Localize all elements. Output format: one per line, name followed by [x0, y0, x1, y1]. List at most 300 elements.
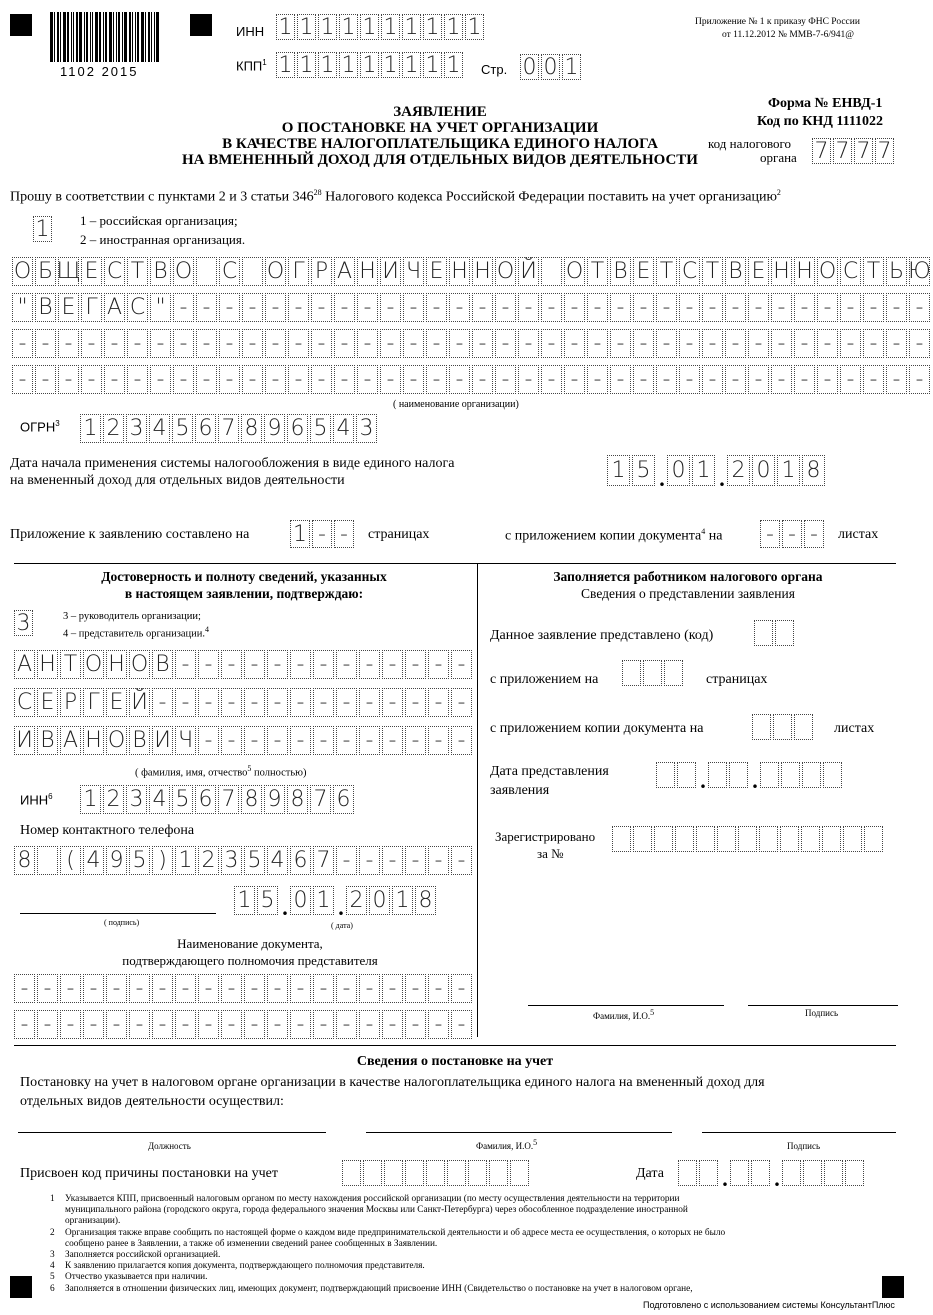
char-cell[interactable]: 1 — [360, 52, 379, 78]
char-cell[interactable]: 7 — [310, 785, 331, 814]
char-cell[interactable]: - — [359, 726, 380, 755]
char-cell[interactable]: 1 — [392, 886, 413, 915]
char-cell[interactable] — [752, 714, 771, 740]
char-cell[interactable]: Е — [58, 293, 79, 322]
char-cell[interactable]: 1 — [297, 14, 316, 40]
char-cell[interactable]: 7 — [218, 414, 239, 443]
char-cell[interactable]: Е — [81, 257, 102, 286]
char-cell[interactable]: - — [359, 846, 380, 875]
char-cell[interactable]: С — [14, 688, 35, 717]
char-cell[interactable]: - — [702, 365, 723, 394]
char-cell[interactable]: О — [13, 259, 32, 284]
char-cell[interactable]: - — [771, 293, 792, 322]
char-cell[interactable]: И — [14, 726, 35, 755]
char-cell[interactable]: О — [130, 652, 149, 677]
char-cell[interactable]: Т — [60, 650, 81, 679]
char-cell[interactable]: - — [336, 688, 357, 717]
char-cell[interactable]: - — [587, 365, 608, 394]
char-cell[interactable]: Ч — [175, 726, 196, 755]
char-cell[interactable]: Н — [794, 257, 815, 286]
char-cell[interactable]: В — [129, 726, 150, 755]
char-cell[interactable]: - — [83, 974, 104, 1003]
char-cell[interactable] — [759, 826, 778, 852]
char-cell[interactable]: - — [771, 365, 792, 394]
char-cell[interactable]: 7 — [218, 785, 239, 814]
char-cell[interactable]: - — [37, 974, 58, 1003]
char-cell[interactable]: - — [451, 726, 472, 755]
char-cell[interactable]: - — [449, 365, 470, 394]
char-cell[interactable]: - — [58, 365, 79, 394]
char-cell[interactable] — [426, 1160, 445, 1186]
char-cell[interactable]: - — [336, 1010, 357, 1039]
char-cell[interactable]: - — [863, 365, 884, 394]
char-cell[interactable]: С — [679, 257, 700, 286]
char-cell[interactable]: - — [336, 726, 357, 755]
char-cell[interactable]: - — [495, 365, 516, 394]
char-cell[interactable] — [489, 1160, 508, 1186]
char-cell[interactable]: - — [909, 293, 930, 322]
char-cell[interactable]: - — [175, 650, 196, 679]
char-cell[interactable]: - — [403, 329, 424, 358]
char-cell[interactable]: 1 — [360, 14, 379, 40]
char-cell[interactable]: Т — [702, 257, 723, 286]
char-cell[interactable]: - — [152, 1010, 173, 1039]
char-cell[interactable]: - — [288, 293, 309, 322]
char-cell[interactable]: - — [428, 726, 449, 755]
char-cell[interactable]: - — [403, 365, 424, 394]
char-cell[interactable]: - — [334, 520, 354, 548]
char-cell[interactable]: 1 — [423, 52, 442, 78]
char-cell[interactable]: 7 — [833, 138, 852, 164]
char-cell[interactable]: - — [244, 688, 265, 717]
char-cell[interactable]: - — [863, 329, 884, 358]
char-cell[interactable]: - — [495, 329, 516, 358]
char-cell[interactable]: - — [267, 1010, 288, 1039]
char-cell[interactable] — [782, 1160, 801, 1186]
char-cell[interactable]: - — [382, 1010, 403, 1039]
char-cell[interactable]: - — [451, 1010, 472, 1039]
char-cell[interactable] — [780, 826, 799, 852]
char-cell[interactable]: - — [633, 365, 654, 394]
char-cell[interactable]: - — [725, 293, 746, 322]
char-cell[interactable] — [843, 826, 862, 852]
char-cell[interactable]: - — [219, 293, 240, 322]
char-cell[interactable] — [864, 826, 883, 852]
char-cell[interactable]: - — [451, 974, 472, 1003]
char-cell[interactable]: 3 — [356, 414, 377, 443]
char-cell[interactable]: - — [382, 846, 403, 875]
char-cell[interactable]: - — [794, 293, 815, 322]
char-cell[interactable]: 0 — [520, 54, 539, 80]
char-cell[interactable] — [794, 714, 813, 740]
char-cell[interactable]: 1 — [465, 14, 484, 40]
char-cell[interactable]: - — [380, 365, 401, 394]
char-cell[interactable]: - — [771, 329, 792, 358]
char-cell[interactable]: Н — [83, 726, 104, 755]
char-cell[interactable] — [675, 826, 694, 852]
char-cell[interactable]: - — [472, 365, 493, 394]
char-cell[interactable]: - — [35, 329, 56, 358]
char-cell[interactable] — [717, 826, 736, 852]
char-cell[interactable] — [342, 1160, 361, 1186]
char-cell[interactable]: - — [290, 726, 311, 755]
char-cell[interactable]: Е — [748, 257, 769, 286]
char-cell[interactable]: - — [449, 293, 470, 322]
char-cell[interactable]: - — [334, 329, 355, 358]
char-cell[interactable]: Г — [83, 688, 104, 717]
char-cell[interactable]: В — [725, 257, 746, 286]
char-cell[interactable] — [824, 1160, 843, 1186]
char-cell[interactable]: В — [152, 650, 173, 679]
char-cell[interactable]: А — [104, 293, 125, 322]
char-cell[interactable]: 8 — [802, 455, 825, 486]
char-cell[interactable]: - — [428, 846, 449, 875]
char-cell[interactable]: - — [426, 293, 447, 322]
char-cell[interactable]: - — [221, 1010, 242, 1039]
char-cell[interactable]: Н — [106, 650, 127, 679]
char-cell[interactable]: - — [173, 293, 194, 322]
char-cell[interactable]: - — [313, 1010, 334, 1039]
char-cell[interactable]: 7 — [875, 138, 894, 164]
char-cell[interactable]: И — [152, 726, 173, 755]
char-cell[interactable]: 2 — [198, 846, 219, 875]
char-cell[interactable]: - — [244, 650, 265, 679]
char-cell[interactable]: " — [12, 293, 33, 322]
char-cell[interactable]: - — [150, 365, 171, 394]
char-cell[interactable]: - — [196, 293, 217, 322]
char-cell[interactable] — [822, 826, 841, 852]
char-cell[interactable]: " — [150, 293, 171, 322]
char-cell[interactable]: 1 — [318, 52, 337, 78]
char-cell[interactable]: - — [564, 293, 585, 322]
char-cell[interactable]: - — [198, 1010, 219, 1039]
char-cell[interactable]: 4 — [83, 846, 104, 875]
char-cell[interactable]: В — [37, 726, 58, 755]
char-cell[interactable]: - — [405, 650, 426, 679]
char-cell[interactable]: - — [336, 650, 357, 679]
char-cell[interactable]: - — [129, 1010, 150, 1039]
char-cell[interactable]: Й — [129, 688, 150, 717]
char-cell[interactable]: - — [221, 974, 242, 1003]
char-cell[interactable]: - — [267, 688, 288, 717]
char-cell[interactable]: 0 — [541, 54, 560, 80]
char-cell[interactable]: О — [266, 259, 285, 284]
char-cell[interactable]: Н — [771, 257, 792, 286]
char-cell[interactable]: - — [244, 726, 265, 755]
char-cell[interactable]: - — [405, 974, 426, 1003]
char-cell[interactable]: 1 — [33, 216, 52, 242]
char-cell[interactable]: - — [313, 726, 334, 755]
char-cell[interactable] — [468, 1160, 487, 1186]
char-cell[interactable] — [541, 257, 562, 286]
char-cell[interactable]: 1 — [381, 52, 400, 78]
char-cell[interactable]: 7 — [812, 138, 831, 164]
char-cell[interactable]: - — [886, 293, 907, 322]
char-cell[interactable] — [510, 1160, 529, 1186]
char-cell[interactable]: С — [219, 257, 240, 286]
char-cell[interactable]: - — [380, 293, 401, 322]
char-cell[interactable]: - — [428, 974, 449, 1003]
char-cell[interactable]: - — [265, 329, 286, 358]
char-cell[interactable]: - — [610, 293, 631, 322]
char-cell[interactable]: 1 — [423, 14, 442, 40]
char-cell[interactable]: А — [14, 650, 35, 679]
char-cell[interactable]: - — [451, 688, 472, 717]
char-cell[interactable]: 1 — [80, 414, 101, 443]
char-cell[interactable]: - — [150, 329, 171, 358]
char-cell[interactable]: - — [725, 329, 746, 358]
char-cell[interactable]: - — [382, 974, 403, 1003]
char-cell[interactable]: 1 — [444, 14, 463, 40]
char-cell[interactable]: - — [782, 520, 802, 548]
char-cell[interactable]: - — [451, 650, 472, 679]
char-cell[interactable] — [730, 1160, 749, 1186]
char-cell[interactable]: Б — [35, 257, 56, 286]
char-cell[interactable]: - — [679, 293, 700, 322]
char-cell[interactable]: - — [81, 365, 102, 394]
char-cell[interactable]: - — [679, 365, 700, 394]
char-cell[interactable]: - — [267, 650, 288, 679]
char-cell[interactable]: О — [107, 728, 126, 753]
char-cell[interactable]: - — [12, 365, 33, 394]
char-cell[interactable]: - — [840, 365, 861, 394]
char-cell[interactable] — [656, 762, 675, 788]
char-cell[interactable]: - — [265, 293, 286, 322]
char-cell[interactable]: - — [518, 329, 539, 358]
char-cell[interactable]: 8 — [241, 414, 262, 443]
char-cell[interactable]: 1 — [607, 455, 630, 486]
char-cell[interactable]: В — [35, 293, 56, 322]
char-cell[interactable]: - — [127, 365, 148, 394]
char-cell[interactable]: - — [518, 365, 539, 394]
char-cell[interactable]: - — [403, 293, 424, 322]
char-cell[interactable]: 5 — [172, 785, 193, 814]
char-cell[interactable]: - — [244, 974, 265, 1003]
char-cell[interactable]: 9 — [264, 414, 285, 443]
char-cell[interactable]: - — [242, 293, 263, 322]
char-cell[interactable] — [729, 762, 748, 788]
char-cell[interactable]: 6 — [290, 846, 311, 875]
char-cell[interactable]: 0 — [667, 455, 690, 486]
char-cell[interactable]: - — [219, 329, 240, 358]
char-cell[interactable]: - — [221, 650, 242, 679]
char-cell[interactable]: - — [886, 365, 907, 394]
char-cell[interactable]: 6 — [195, 785, 216, 814]
char-cell[interactable]: 1 — [175, 846, 196, 875]
char-cell[interactable]: 4 — [149, 785, 170, 814]
char-cell[interactable]: 8 — [287, 785, 308, 814]
char-cell[interactable]: - — [656, 329, 677, 358]
char-cell[interactable]: Щ — [56, 259, 81, 284]
char-cell[interactable]: 3 — [126, 785, 147, 814]
char-cell[interactable]: 1 — [444, 52, 463, 78]
char-cell[interactable]: 5 — [172, 414, 193, 443]
char-cell[interactable] — [37, 846, 58, 875]
char-cell[interactable]: - — [541, 365, 562, 394]
char-cell[interactable]: - — [175, 688, 196, 717]
char-cell[interactable]: - — [198, 688, 219, 717]
char-cell[interactable]: С — [840, 257, 861, 286]
char-cell[interactable]: - — [244, 1010, 265, 1039]
char-cell[interactable]: - — [311, 365, 332, 394]
char-cell[interactable]: 6 — [333, 785, 354, 814]
char-cell[interactable]: - — [357, 365, 378, 394]
char-cell[interactable]: - — [633, 293, 654, 322]
char-cell[interactable]: - — [359, 688, 380, 717]
char-cell[interactable]: 2 — [727, 455, 750, 486]
char-cell[interactable]: - — [357, 293, 378, 322]
char-cell[interactable]: - — [14, 974, 35, 1003]
char-cell[interactable]: - — [357, 329, 378, 358]
char-cell[interactable]: - — [288, 365, 309, 394]
char-cell[interactable]: - — [405, 1010, 426, 1039]
char-cell[interactable]: 5 — [257, 886, 278, 915]
char-cell[interactable]: - — [196, 365, 217, 394]
char-cell[interactable] — [760, 762, 779, 788]
char-cell[interactable]: - — [587, 293, 608, 322]
char-cell[interactable]: - — [359, 974, 380, 1003]
char-cell[interactable] — [612, 826, 631, 852]
char-cell[interactable]: - — [173, 365, 194, 394]
char-cell[interactable]: И — [380, 257, 401, 286]
char-cell[interactable]: - — [451, 846, 472, 875]
char-cell[interactable]: - — [886, 329, 907, 358]
char-cell[interactable]: - — [382, 726, 403, 755]
char-cell[interactable]: - — [748, 293, 769, 322]
char-cell[interactable]: Н — [357, 257, 378, 286]
char-cell[interactable]: - — [725, 365, 746, 394]
char-cell[interactable]: Е — [633, 257, 654, 286]
char-cell[interactable]: - — [804, 520, 824, 548]
char-cell[interactable]: 1 — [402, 52, 421, 78]
char-cell[interactable]: 1 — [297, 52, 316, 78]
char-cell[interactable] — [678, 1160, 697, 1186]
char-cell[interactable]: - — [817, 329, 838, 358]
char-cell[interactable]: 2 — [103, 414, 124, 443]
char-cell[interactable]: 1 — [234, 886, 255, 915]
char-cell[interactable] — [823, 762, 842, 788]
char-cell[interactable]: - — [288, 329, 309, 358]
char-cell[interactable]: Н — [449, 257, 470, 286]
char-cell[interactable]: - — [106, 1010, 127, 1039]
char-cell[interactable]: - — [359, 1010, 380, 1039]
char-cell[interactable]: - — [748, 365, 769, 394]
char-cell[interactable]: 1 — [318, 14, 337, 40]
char-cell[interactable]: - — [863, 293, 884, 322]
char-cell[interactable] — [775, 620, 794, 646]
char-cell[interactable]: - — [817, 293, 838, 322]
char-cell[interactable]: - — [173, 329, 194, 358]
char-cell[interactable]: - — [610, 365, 631, 394]
char-cell[interactable]: - — [518, 293, 539, 322]
char-cell[interactable]: - — [106, 974, 127, 1003]
char-cell[interactable]: 2 — [346, 886, 367, 915]
char-cell[interactable] — [363, 1160, 382, 1186]
char-cell[interactable]: 4 — [267, 846, 288, 875]
char-cell[interactable]: - — [840, 329, 861, 358]
char-cell[interactable]: - — [313, 650, 334, 679]
char-cell[interactable]: Т — [656, 257, 677, 286]
char-cell[interactable]: ( — [60, 846, 81, 875]
char-cell[interactable]: - — [104, 329, 125, 358]
char-cell[interactable]: - — [175, 974, 196, 1003]
char-cell[interactable]: - — [196, 329, 217, 358]
char-cell[interactable]: 3 — [126, 414, 147, 443]
char-cell[interactable] — [664, 660, 683, 686]
char-cell[interactable]: - — [380, 329, 401, 358]
char-cell[interactable]: Р — [311, 257, 332, 286]
char-cell[interactable]: - — [219, 365, 240, 394]
char-cell[interactable]: - — [152, 974, 173, 1003]
char-cell[interactable]: 1 — [276, 14, 295, 40]
char-cell[interactable]: - — [472, 293, 493, 322]
char-cell[interactable]: - — [221, 726, 242, 755]
char-cell[interactable]: - — [633, 329, 654, 358]
char-cell[interactable]: - — [541, 329, 562, 358]
char-cell[interactable]: - — [265, 365, 286, 394]
char-cell[interactable]: - — [129, 974, 150, 1003]
char-cell[interactable]: - — [267, 974, 288, 1003]
char-cell[interactable]: - — [58, 329, 79, 358]
char-cell[interactable]: - — [311, 293, 332, 322]
char-cell[interactable]: - — [83, 1010, 104, 1039]
char-cell[interactable]: А — [334, 257, 355, 286]
char-cell[interactable] — [405, 1160, 424, 1186]
char-cell[interactable]: - — [610, 329, 631, 358]
char-cell[interactable]: - — [60, 1010, 81, 1039]
char-cell[interactable]: 0 — [290, 886, 311, 915]
char-cell[interactable]: Г — [81, 293, 102, 322]
char-cell[interactable]: 4 — [333, 414, 354, 443]
char-cell[interactable]: О — [818, 259, 837, 284]
char-cell[interactable]: 8 — [415, 886, 436, 915]
char-cell[interactable] — [803, 1160, 822, 1186]
char-cell[interactable]: 1 — [381, 14, 400, 40]
char-cell[interactable]: - — [426, 329, 447, 358]
char-cell[interactable]: О — [174, 259, 193, 284]
char-cell[interactable] — [802, 762, 821, 788]
char-cell[interactable]: - — [702, 329, 723, 358]
char-cell[interactable]: 8 — [241, 785, 262, 814]
char-cell[interactable]: - — [702, 293, 723, 322]
char-cell[interactable]: Т — [587, 257, 608, 286]
char-cell[interactable]: - — [152, 688, 173, 717]
char-cell[interactable]: 3 — [221, 846, 242, 875]
char-cell[interactable]: Г — [288, 257, 309, 286]
char-cell[interactable]: - — [334, 365, 355, 394]
char-cell[interactable] — [384, 1160, 403, 1186]
char-cell[interactable]: - — [817, 365, 838, 394]
char-cell[interactable]: 1 — [692, 455, 715, 486]
char-cell[interactable]: - — [290, 688, 311, 717]
char-cell[interactable]: Т — [127, 257, 148, 286]
char-cell[interactable] — [447, 1160, 466, 1186]
char-cell[interactable]: 6 — [287, 414, 308, 443]
char-cell[interactable] — [622, 660, 641, 686]
char-cell[interactable]: 1 — [290, 520, 310, 548]
char-cell[interactable]: О — [565, 259, 584, 284]
char-cell[interactable] — [773, 714, 792, 740]
char-cell[interactable]: - — [760, 520, 780, 548]
char-cell[interactable]: - — [37, 1010, 58, 1039]
char-cell[interactable]: - — [290, 1010, 311, 1039]
char-cell[interactable]: - — [14, 1010, 35, 1039]
char-cell[interactable]: - — [311, 329, 332, 358]
char-cell[interactable]: - — [794, 365, 815, 394]
char-cell[interactable]: - — [382, 688, 403, 717]
char-cell[interactable]: О — [84, 652, 103, 677]
char-cell[interactable]: - — [656, 293, 677, 322]
